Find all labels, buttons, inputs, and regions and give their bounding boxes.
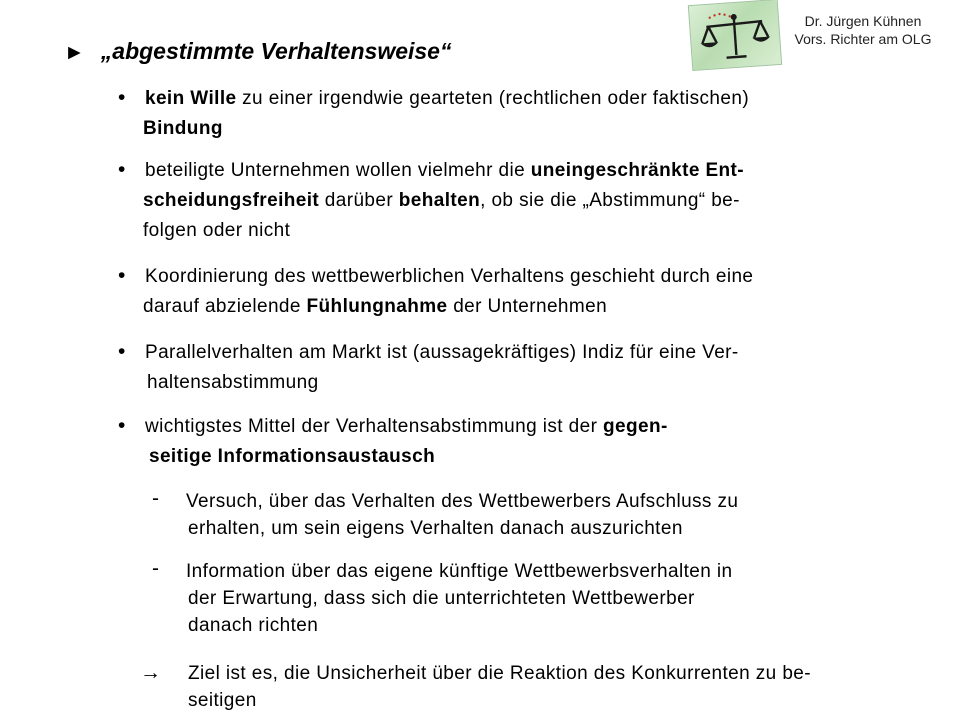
sub-item-line: Information über das eigene künftige Wettbewerbsverhalten in [186,561,733,582]
title-text: „abgestimmte Verhaltensweise“ [100,38,452,64]
bullet-text: folgen oder nicht [143,220,291,241]
bullet-text: beteiligte Unternehmen wollen vielmehr die [145,160,531,181]
bullet-line [143,116,223,142]
bullet-bold-text: scheidungsfreiheit [143,190,320,211]
bullet-bold-text: seitige Informationsaustausch [149,446,436,467]
bullet-bold-text: Fühlungnahme [306,296,448,317]
arrow-right-icon: → [140,661,162,684]
bullet-line [143,218,290,244]
scales-of-justice-icon [688,0,782,71]
sub-item-line: danach richten [188,615,319,636]
bullet-line [145,158,744,184]
bullet-text: wichtigstes Mittel der Verhaltensabstimmung ist der [145,416,603,437]
bullet-text: darüber [319,190,399,211]
bullet-text: der Unternehmen [447,296,608,317]
bullet-dot-icon: • [118,158,126,181]
author-title: Vors. Richter am OLG [794,31,932,47]
sub-item-line: der Erwartung, dass sich die unterrichteten Wettbewerber [188,588,695,609]
bullet-dot-icon: • [118,86,126,109]
dash-marker-icon: - [152,487,160,510]
title-marker-icon: ► [64,41,85,64]
bullet-bold-text: gegen- [603,416,668,437]
bullet-text: Koordinierung des wettbewerblichen Verhaltens geschieht durch eine [145,266,754,287]
bullet-line [145,414,668,440]
bullet-bold-text: kein Wille [145,88,237,109]
bullet-text: darauf abzielende [143,296,307,317]
bullet-bold-text: behalten [398,190,481,211]
bullet-line [145,264,753,290]
conclusion-line: seitigen [188,690,257,711]
slide-title [64,36,451,68]
bullet-line [147,370,319,396]
bullet-dot-icon: • [118,340,126,363]
bullet-bold-text: Bindung [143,118,223,139]
bullet-line [145,340,739,366]
sub-item-line: erhalten, um sein eigens Verhalten danach auszurichten [188,518,683,539]
dash-marker-icon: - [152,557,160,580]
bullet-line [145,86,749,112]
conclusion-line: Ziel ist es, die Unsicherheit über die Reaktion des Konkurrenten zu be- [188,663,811,684]
bullet-line [143,188,740,214]
author-info [783,12,943,48]
bullet-text: Parallelverhalten am Markt ist (aussagekräftiges) Indiz für eine Ver- [145,342,739,363]
bullet-dot-icon: • [118,414,126,437]
sub-item-line: Versuch, über das Verhalten des Wettbewerbers Aufschluss zu [186,491,739,512]
bullet-text: , ob sie die „Abstimmung“ be- [480,190,740,211]
bullet-text: haltensabstimmung [147,372,319,393]
author-name: Dr. Jürgen Kühnen [804,13,922,29]
bullet-line [149,444,435,470]
bullet-dot-icon: • [118,264,126,287]
bullet-line [143,294,607,320]
bullet-text: zu einer irgendwie gearteten (rechtlichen oder faktischen) [236,88,750,109]
bullet-bold-text: uneingeschränkte Ent- [530,160,745,181]
